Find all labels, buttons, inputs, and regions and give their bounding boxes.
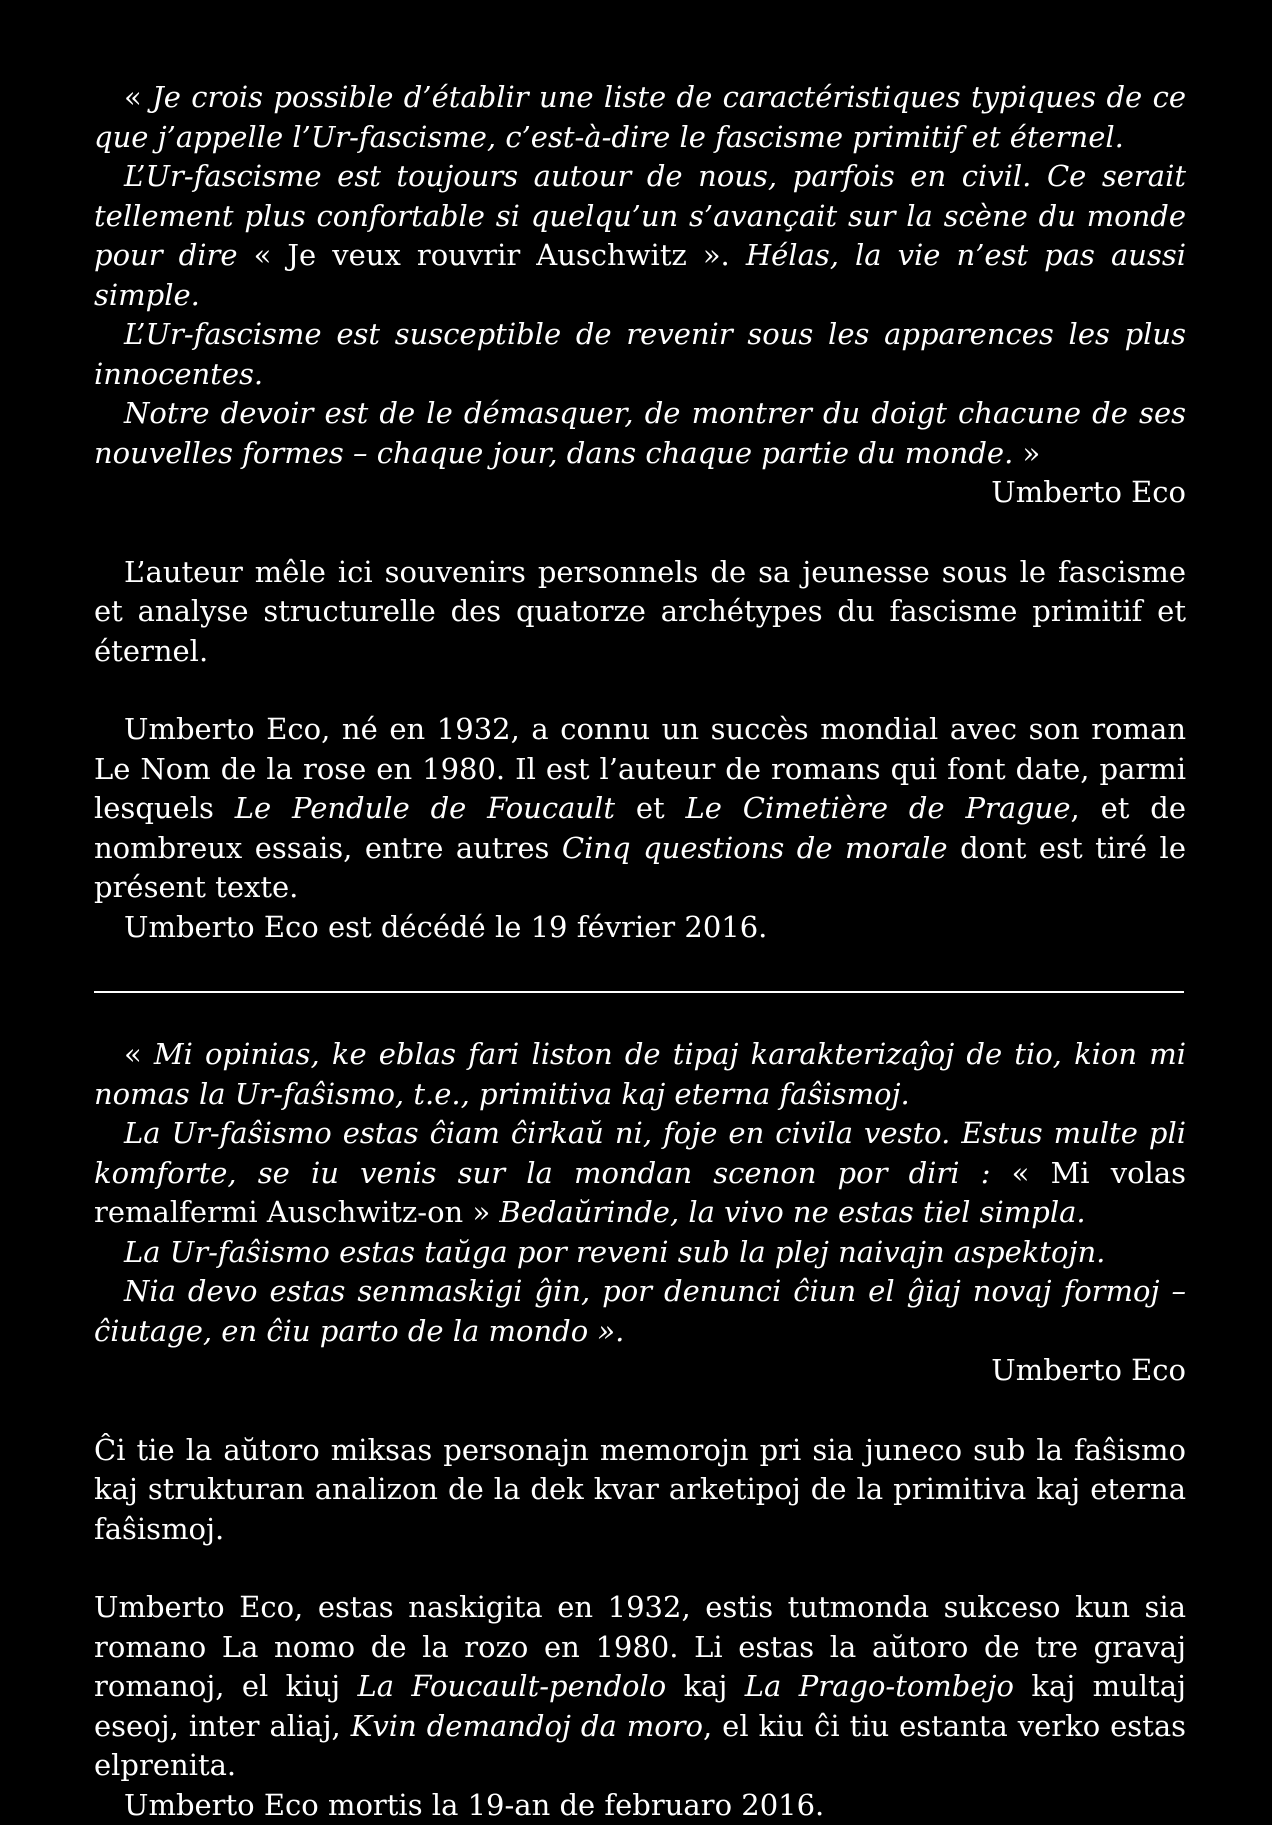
fr-summary: L’auteur mêle ici souvenirs personnels de sa jeunesse sous le fascisme et analyse structurelle des quatorze archétypes du fascisme primitif et éternel. <box>94 553 1186 672</box>
eo-book-title-1: La Foucault-pendolo <box>358 1669 667 1703</box>
fr-closing-guillemet: » <box>1023 436 1041 470</box>
fr-quote-paragraph-3: L’Ur-fascisme est susceptible de revenir sous les apparences les plus innocentes. <box>94 315 1186 394</box>
fr-quote-text-1: Je crois possible d’établir une liste de caractéristiques typiques de ce que j’appelle l’Ur-fascisme, c’est-à-dire le fascisme primitif et éternel. <box>94 80 1186 154</box>
fr-quote-paragraph-1 <box>94 78 1186 157</box>
fr-attribution: Umberto Eco <box>94 473 1186 513</box>
fr-book-title-2: Le Cimetière de Prague <box>686 791 1071 825</box>
eo-bio-text-c: kaj multaj eseoj, inter aliaj, <box>94 1669 1186 1743</box>
eo-book-title-2: La Prago-tombejo <box>745 1669 1014 1703</box>
fr-bio-text-b: et <box>615 791 686 825</box>
fr-bio-text-a: Umberto Eco, né en 1932, a connu un succès mondial avec son roman Le Nom de la rose en 1980. Il est l’auteur de romans qui font date, parmi lesquels <box>94 712 1186 825</box>
eo-quote-paragraph-2 <box>94 1114 1186 1233</box>
eo-opening-guillemet: « <box>124 1037 154 1071</box>
french-section <box>94 78 1186 947</box>
spacer <box>94 1391 1186 1431</box>
fr-quote-paragraph-4 <box>94 394 1186 473</box>
eo-bio-text-a: Umberto Eco, estas naskigita en 1932, estis tutmonda sukceso kun sia romano La nomo de la rozo en 1980. Li estas la aŭtoro de tre gravaj romanoj, el kiuj <box>94 1590 1186 1703</box>
esperanto-section <box>94 1035 1186 1825</box>
eo-bio-text-d: , el kiu ĉi tiu estanta verko estas elprenita. <box>94 1709 1186 1783</box>
eo-quote-inner-citation: « Mi volas remalfermi Auschwitz-on » <box>94 1156 1186 1230</box>
spacer <box>94 671 1186 710</box>
eo-attribution: Umberto Eco <box>94 1351 1186 1391</box>
eo-death-note: Umberto Eco mortis la 19-an de februaro 2016. <box>94 1786 1186 1825</box>
fr-quote-text-2a: L’Ur-fascisme est toujours autour de nous, parfois en civil. Ce serait tellement plus confortable si quelqu’un s’avançait sur la scène du monde pour dire <box>94 159 1186 272</box>
fr-bio-text-d: dont est tiré le présent texte. <box>94 831 1186 905</box>
spacer <box>94 513 1186 553</box>
fr-bio-text-c: , et de nombreux essais, entre autres <box>94 791 1186 865</box>
fr-book-title-1: Le Pendule de Foucault <box>235 791 615 825</box>
eo-quote-paragraph-4: Nia devo estas senmaskigi ĝin, por denunci ĉiun el ĝiaj novaj formoj – ĉiutage, en ĉiu parto de la mondo ». <box>94 1272 1186 1351</box>
eo-summary: Ĉi tie la aŭtoro miksas personajn memorojn pri sia juneco sub la faŝismo kaj strukturan analizon de la dek kvar arketipoj de la primitiva kaj eterna faŝismoj. <box>94 1431 1186 1550</box>
fr-book-title-3: Cinq questions de morale <box>562 831 948 865</box>
eo-quote-paragraph-3: La Ur-faŝismo estas taŭga por reveni sub la plej naivajn aspektojn. <box>94 1233 1186 1273</box>
eo-book-title-3: Kvin demandoj da moro <box>351 1709 703 1743</box>
fr-opening-guillemet: « <box>124 80 152 114</box>
fr-bio <box>94 710 1186 908</box>
fr-quote-paragraph-2 <box>94 157 1186 315</box>
eo-quote-text-1: Mi opinias, ke eblas fari liston de tipaj karakterizaĵoj de tio, kion mi nomas la Ur-faŝismo, t.e., primitiva kaj eterna faŝismoj. <box>94 1037 1186 1111</box>
fr-quote-text-2c: Hélas, la vie n’est pas aussi simple. <box>94 238 1186 312</box>
spacer <box>94 1549 1186 1588</box>
eo-bio-text-b: kaj <box>666 1669 745 1703</box>
fr-quote-inner-citation: « Je veux rouvrir Auschwitz ». <box>254 238 730 272</box>
eo-quote-text-2c: Bedaŭrinde, la vivo ne estas tiel simpla. <box>490 1195 1085 1229</box>
fr-death-note: Umberto Eco est décédé le 19 février 2016. <box>94 908 1186 948</box>
section-divider <box>94 991 1184 993</box>
eo-quote-text-2a: La Ur-faŝismo estas ĉiam ĉirkaŭ ni, foje en civila vesto. Estus multe pli komforte, se iu venis sur la mondan scenon por diri : <box>94 1116 1186 1190</box>
eo-quote-paragraph-1 <box>94 1035 1186 1114</box>
fr-quote-text-4: Notre devoir est de le démasquer, de montrer du doigt chacune de ses nouvelles formes – chaque jour, dans chaque partie du monde. <box>94 396 1186 470</box>
back-cover-text <box>94 78 1186 1825</box>
eo-bio <box>94 1588 1186 1786</box>
